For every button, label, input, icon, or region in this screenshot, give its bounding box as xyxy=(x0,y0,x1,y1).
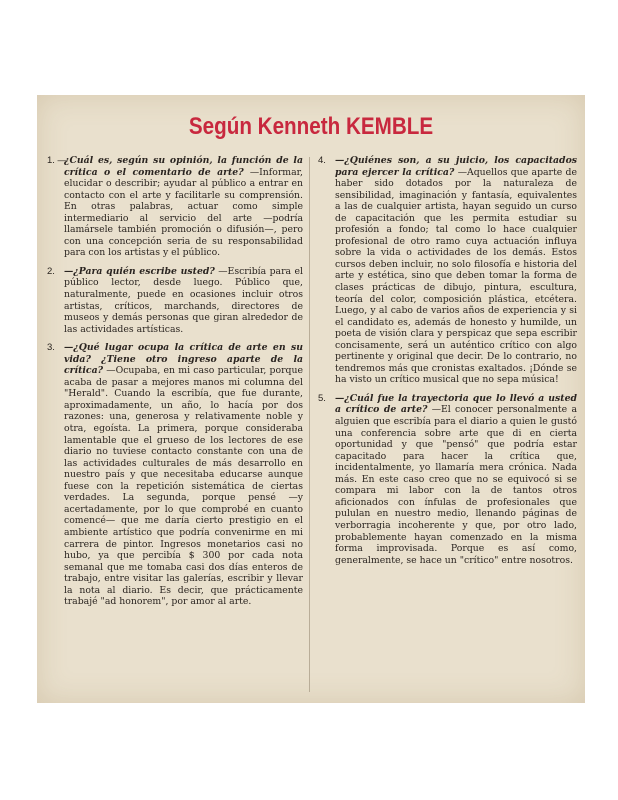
right-column xyxy=(315,155,577,573)
question-number: 3. xyxy=(47,342,55,354)
answer-text: —Ocupaba, en mi caso particular, porque acaba de pasar a mejores manos mi columna del "Herald". Cuando la escribía, que fue durante, aproximadamente, un año, lo hacía por dos razones: una, generosa y relativamente noble y otra, egoísta. La primera, porque consideraba lamentable que el grueso de los lectores de ese diario no tuviese contacto constante con una de las actividades culturales de más desarrollo en nuestro país y que necesitaba educarse aunque fuese con la repetición sistemática de ciertas verdades. La segunda, porque pensé —y acertadamente, por lo que comprobé en cuanto comencé— que me daría cierto prestigio en el ambiente artístico que podría convenirme en mi carrera de pintor. Ingresos monetarios casi no hubo, ya que percibía $ 300 por cada nota semanal que me tomaba casi dos días enteros de trabajo, entre visitar las galerías, escribir y llevar la nota al diario. Es decir, que prácticamente trabajé "ad honorem", por amor al arte. xyxy=(64,365,303,608)
question-text: —¿Qué lugar ocupa la crítica de arte en su vida? ¿Tiene otro ingreso aparte de la crítica? xyxy=(64,342,303,377)
question-number: 4. xyxy=(318,155,326,166)
answer-text: —Aquellos que aparte de haber sido dotados por la naturaleza de sensibilidad, imaginación y fantasía, equivalentes a las de cualquier artista, hayan seguido un curso de capacitación que les permita estudiar su profesión a fondo; tal como lo hace cualquier profesional de otro ramo cuya actuación influya sobre la vida o actividades de los demás. Estos cursos deben incluir, no solo filosofía e historia del arte y estética, sino que deben tomar la forma de clases prácticas de dibujo, pintura, escultura, teoría del color, composición plástica, etcétera. Luego, y al cabo de varios años de experiencia y si el candidato es, además de honesto y humilde, un poeta de visión clara y perspicaz que sepa escribir concisamente, será un auténtico crítico con algo pertinente y original que decir. De lo contrario, no tendremos más que cronistas exaltados. ¡Dónde se ha visto un crítico musical que no sepa música! xyxy=(335,166,578,386)
question-text: —¿Para quién escribe usted? xyxy=(64,265,215,277)
question-text: —¿Quiénes son, a su juicio, los capacitados para ejercer la crítica? xyxy=(335,155,577,178)
question-answer-4 xyxy=(315,155,577,386)
question-answer-1 xyxy=(44,155,303,259)
question-number: 2. xyxy=(47,265,55,277)
question-number: 5. xyxy=(318,392,326,404)
question-answer-2 xyxy=(44,266,303,335)
answer-text: —Informar, elucidar o describir; ayudar al público a entrar en contacto con el arte y facilitarle su comprensión. En otras palabras, actuar como simple intermediario al servicio del arte —podría llamársele también promoción o difusión—, pero con una concepción seria de su responsabilidad para con los artistas y el público. xyxy=(64,166,304,259)
question-answer-5 xyxy=(315,393,577,566)
question-answer-3 xyxy=(44,342,303,608)
column-divider xyxy=(309,157,310,692)
question-number: 1. — xyxy=(47,155,68,166)
newspaper-clipping xyxy=(37,95,585,703)
left-column xyxy=(44,155,303,615)
answer-text: —Escribía para el público lector, desde luego. Público que, naturalmente, puede en ocasiones incluir otros artistas, críticos, marchands, directores de museos y demás personas que giran alrededor de las actividades artísticas. xyxy=(64,265,303,335)
question-text: ¿Cuál es, según su opinión, la función de la crítica o el comentario de arte? xyxy=(64,155,303,178)
question-text: —¿Cuál fue la trayectoria que lo llevó a usted a crítico de arte? xyxy=(335,392,577,416)
answer-text: —El conocer personalmente a alguien que escribía para el diario a quien le gustó una conferencia sobre arte que di en cierta oportunidad y que "pensó" que podría estar capacitado para hacer la crítica que, incidentalmente, yo llamaría mera crónica. Nada más. En este caso creo que no se equivocó si se compara mi labor con la de tantos otros aficionados con ínfulas de profesionales que pululan en nuestro medio, llenando páginas de verborragia incoherente y que, por otro lado, probablemente hayan comenzado en la misma forma improvisada. Porque es así como, generalmente, se hace un "crítico" entre nosotros. xyxy=(335,404,577,566)
article-headline: Según Kenneth KEMBLE xyxy=(188,113,434,140)
